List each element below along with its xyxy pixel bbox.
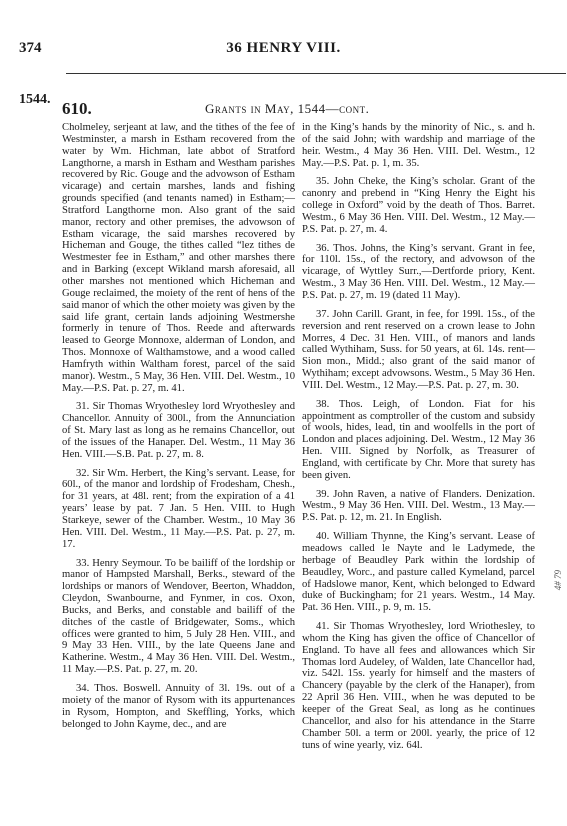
entry-title: Grants in May, 1544—cont. xyxy=(205,101,370,116)
right-column xyxy=(302,122,535,758)
left-column xyxy=(62,122,295,737)
paragraph: 37. John Carill. Grant, in fee, for 199l. 15s., of the reversion and rent reserved on a crown lease to John Morres, 4 Dec. 31 Hen. VIII., of manors and lands called Wythiham, Suss. for 50 years, at 6l. 14s. rent—Sion mon., Midd.; also grant of the said manor of Wythiham; except advowsons. Westm., 5 May 36 Hen. VIII. Del. Westm., 12 May.—P.S. Pat. p. 27, m. 30. xyxy=(302,308,535,391)
paragraph: 36. Thos. Johns, the King’s servant. Grant in fee, for 110l. 15s., of the rectory, and advowson of the vicarage, of Wyttley Surr.,—Dertforde priory, Kent. Westm., 3 May 36 Hen. VIII. Del. Westm., 12 May.—P.S. Pat. p. 27, m. 19 (dated 11 May). xyxy=(302,242,535,301)
paragraph: 39. John Raven, a native of Flanders. Denization. Westm., 9 May 36 Hen. VIII. Del. Westm., 13 May.—P.S. Pat. p. 12, m. 21. In English. xyxy=(302,488,535,524)
paragraph: 34. Thos. Boswell. Annuity of 3l. 19s. out of a moiety of the manor of Rysom with its appurtenances in Rysom, Hompton, and Skeffling, Yorks, which belonged to John Kayme, dec., and are xyxy=(62,682,295,730)
paragraph: 31. Sir Thomas Wryothesley lord Wryothesley and Chancellor. Annuity of 300l., from the Annunciation of St. Mary last as long as he remains Chancellor, out of the issues of the Hanaper. Del. Westm., 11 May 36 Hen. VIII.—S.B. Pat. p. 27, m. 8. xyxy=(62,401,295,460)
running-head: 36 HENRY VIII. xyxy=(226,40,341,56)
paragraph: 40. William Thynne, the King’s servant. Lease of meadows called le Nayte and le Ladymede, the herbage of Beaudley Park within the lordship of Beaudley, Worc., and pasture called Kymeland, parcel of Hadslowe manor, Kent, which belonged to Edward duke of Buckingham; for 21 years. Westm., 14 May. Pat. 36 Hen. VIII., p. 9, m. 15. xyxy=(302,531,535,614)
paragraph: Cholmeley, serjeant at law, and the tithes of the fee of Westminster, a marsh in Estham recovered from the water by Wm. Hichman, late abbot of Stratford Langthorne, a marsh in Estham and Westham parishes recovered by Ric. Gouge and the advowson of Estham vicarage) and certain marshes, lands and fishing grounds specified (and tenants named) in Estham;—Stratford Langthorne mon. Also grant of the said manor, rectory and other premises, the advowson of Estham vicarage, the said marshes recovered by Hicheman and Gouge, the tithes called “lez tithes de Westmester fee in Estham,” and other marshes there and in Barking (except Wikland marsh aforesaid, all other marshes not mentioned which Hicheman and Gouge reclaimed, the moiety of the rent of hens of the said manor of which the other moiety was given by the said life grant, certain lands adjoining Westmershe formerly in tenure of Thos. Reede and afterwards leased to George Monnoxe, alderman of London, and Thos. Monnoxe of Walthamstowe, and a wood called Hamfryth within Waltham forest, parcel of the said manor). Westm., 5 May, 36 Hen. VIII. Del. Westm., 10 May.—P.S. Pat. p. 27, m. 41. xyxy=(62,122,296,394)
paragraph: 38. Thos. Leigh, of London. Fiat for his appointment as comptroller of the custom and subsidy of wools, hides, lead, tin and woolfells in the port of London and places adjoining. Del. Westm., 12 May 36 Hen. VIII. Signed by Norfolk, as Treasurer of England, with certificate by Chr. More that surety has been given. xyxy=(302,398,535,481)
paragraph: 33. Henry Seymour. To be bailiff of the lordship or manor of Hampsted Marshall, Berks., steward of the lordships or manors of Wendover, Beerton, Whaddon, Cleydon, Swanbourne, and Fynmer, in cos. Oxon, Bucks, and Berks, and constable and bailiff of the ditches of the castle of Bridgewater, Soms., which offices were granted to him, 5 July 28 Hen. VIII., and 9 May 33 Hen. VIII., by the late Queens Jane and Katherine. Westm., 4 May 36 Hen. VIII. Del. Westm., 11 May.—P.S. Pat. p. 27, m. 20. xyxy=(62,557,295,676)
handwritten-margin-note: 4# 79 xyxy=(553,570,563,591)
page-number: 374 xyxy=(19,40,42,56)
paragraph: 32. Sir Wm. Herbert, the King’s servant. Lease, for 60l., of the manor and lordship of Frodesham, Chesh., for 31 years, at 48l. rent; from the expiration of a 41 years’ lease by pat. 7 Jan. 5 Hen. VIII. to Hugh Starkeye, sewer of the Chamber. Westm., 10 May 36 Hen. VIII. Del. Westm., 11 May.—P.S. Pat. p. 27, m. 17. xyxy=(62,467,295,550)
page-header xyxy=(0,40,567,107)
header-rule xyxy=(66,73,566,74)
entry-heading xyxy=(0,99,567,119)
paragraph: 35. John Cheke, the King’s scholar. Grant of the canonry and prebend in “King Henry the Eight his college in Oxford” void by the death of Thos. Barret. Westm., 6 May 36 Hen. VIII. Del. Westm., 12 May.—P.S. Pat. p. 27, m. 4. xyxy=(302,176,535,235)
year-marginal: 1544. xyxy=(19,92,51,107)
paragraph: in the King’s hands by the minority of Nic., s. and h. of the said John; with wardship and marriage of the heir. Westm., 4 May 36 Hen. VIII. Del. Westm., 12 May.—P.S. Pat. p. 1, m. 35. xyxy=(302,122,535,169)
entry-number: 610. xyxy=(62,99,92,118)
paragraph: 41. Sir Thomas Wryothesley, lord Wriothesley, to whom the King has given the office of Chancellor of England. To have all fees and allowances which Sir Thomas lord Audeley, of Walden, late Chancellor had, viz. 542l. 15s. yearly for himself and the masters of Chancery (payable by the clerk of the Hanaper), from 22 April 36 Hen. VIII., when he was deputed to be keeper of the Great Seal, as long as he continues Chancellor, and also for his attendance in the Starre Chamber 50l. a term or 200l. yearly, the price of 12 tuns of wine yearly, viz. 64l. xyxy=(302,621,535,751)
